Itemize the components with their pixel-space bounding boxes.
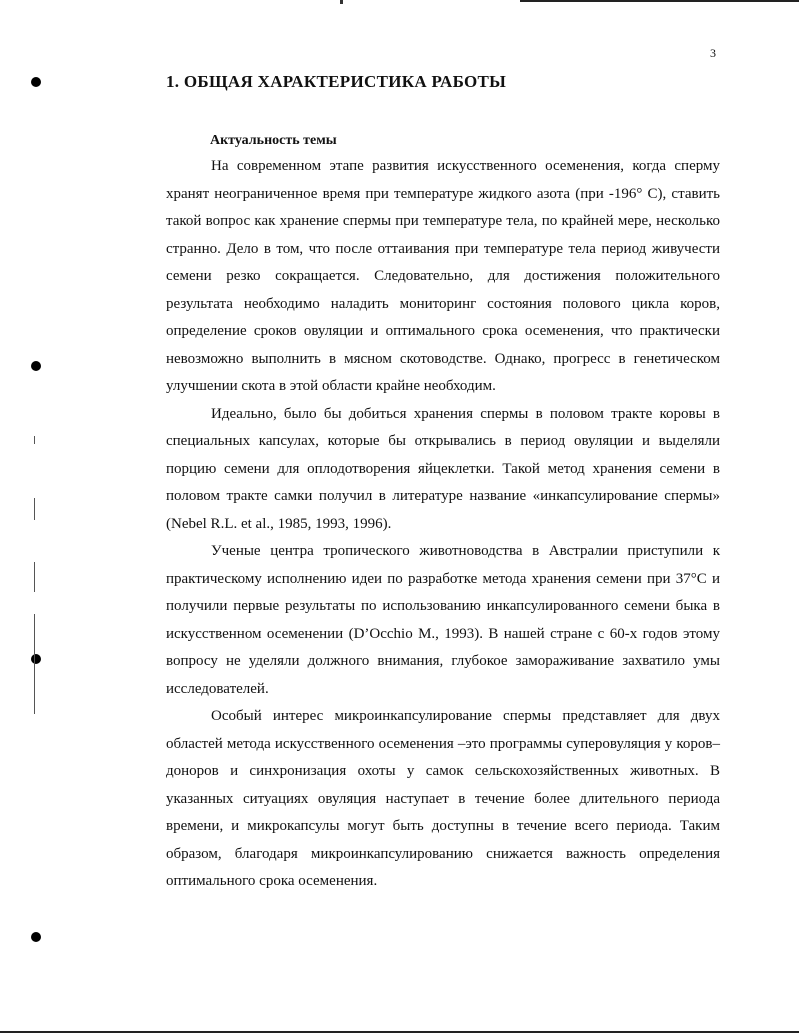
scan-edge-mark: [34, 614, 35, 714]
paragraph: На современном этапе развития искусственного осеменения, когда сперму хранят неограниченное время при температуре жидкого азота (при -196° С), ставить такой вопрос как хранение спермы при температуре тела, по крайней мере, несколько странно. Дело в том, что после оттаивания при температуре тела период живучести семени резко сокращается. Следовательно, для достижения положительного результата необходимо наладить мониторинг состояния полового цикла коров, определение сроков овуляции и оптимального срока осеменения, что практически невозможно выполнить в мясном скотоводстве. Однако, прогресс в генетическом улучшении скота в этой области крайне необходим.: [166, 158, 720, 394]
scan-speck: [340, 0, 343, 4]
scan-edge-mark: [34, 562, 35, 592]
body-text: [166, 153, 720, 896]
section-heading: 1. ОБЩАЯ ХАРАКТЕРИСТИКА РАБОТЫ: [166, 72, 507, 91]
page-number: 3: [710, 46, 716, 60]
paragraph: Идеально, было бы добиться хранения спермы в половом тракте коровы в специальных капсулах, которые бы открывались в период овуляции и выделяли порцию семени для оплодотворения яйцеклетки. Такой метод хранения семени в половом тракте самки получил в литературе название «инкапсулирование спермы» (Nebel R.L. et al., 1985, 1993, 1996).: [166, 405, 720, 532]
binder-hole: [31, 77, 41, 87]
paragraph: Ученые центра тропического животноводства в Австралии приступили к практическому исполнению идеи по разработке метода хранения семени при 37°C и получили первые результаты по использованию инкапсулированного семени быка в искусственном осеменении (D’Occhio M., 1993). В нашей стране с 60-х годов этому вопросу не уделяли должного внимания, глубокое замораживание захватило умы исследователей.: [166, 543, 720, 697]
binder-hole: [31, 654, 41, 664]
scan-edge-mark: [34, 436, 35, 444]
scan-edge-bottom: [0, 1031, 799, 1033]
scan-edge-mark: [34, 498, 35, 520]
paragraph: Особый интерес микроинкапсулирование спермы представляет для двух областей метода искусственного осеменения –это программы суперовуляция у коров–доноров и синхронизация охоты у самок сельскохозяйственных животных. В указанных ситуациях овуляция наступает в течение более длительного периода времени, и микрокапсулы могут быть доступны в течение всего периода. Таким образом, благодаря микроинкапсулированию снижается важность определения оптимального срока осеменения.: [166, 708, 720, 889]
scan-edge-top: [520, 0, 799, 2]
subsection-heading: Актуальность темы: [210, 133, 337, 148]
binder-hole: [31, 361, 41, 371]
binder-hole: [31, 932, 41, 942]
